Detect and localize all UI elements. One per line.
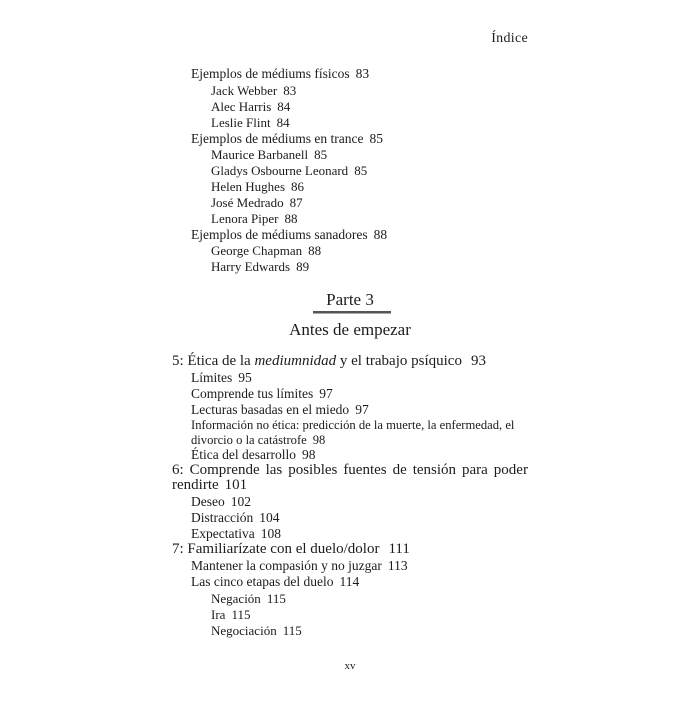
toc-entry [191,227,387,243]
chapter-heading [172,541,410,557]
toc-entry-page: 97 [319,386,333,401]
toc-entry [191,417,514,433]
toc-entry-continuation [191,432,325,448]
toc-entry [211,99,290,115]
chapter-page: 111 [388,541,410,557]
chapter-title-word: posibles [288,462,338,478]
toc-entry-title: Negación [211,591,261,606]
toc-entry [211,259,309,275]
toc-entry [191,574,359,590]
chapter-heading [172,463,528,493]
toc-entry [211,211,298,227]
toc-entry [191,447,315,463]
toc-entry [211,607,250,623]
toc-entry-page: 114 [339,574,360,589]
toc-entry-page: 97 [355,402,369,417]
chapter-title-line [172,463,528,478]
chapter-title-prefix: 5: Ética de la [172,353,255,369]
chapter-title: 7: Familiarízate con el duelo/dolor [172,541,380,557]
toc-entry [191,558,408,574]
chapter-title-line [172,478,528,493]
chapter-title-word: fuentes [343,462,387,478]
toc-entry [211,195,303,211]
toc-entry [191,370,252,386]
toc-entry [191,386,333,402]
part-title: Parte 3 [326,290,374,309]
toc-entry-title: Harry Edwards [211,259,291,274]
toc-entry-title: divorcio o la catástrofe [191,433,307,447]
toc-entry [211,115,290,131]
toc-entry-page: 85 [369,131,383,146]
toc-entry-title: José Medrado [211,195,284,210]
toc-entry-page: 113 [387,558,408,573]
toc-entry-title: Información no ética: predicción de la muerte, la enfermedad, el [191,418,515,432]
toc-entry-page: 108 [260,526,281,541]
toc-entry-title: Comprende tus límites [191,386,314,401]
toc-entry [211,623,302,639]
chapter-title-word: de [392,462,407,478]
toc-entry-title: Lecturas basadas en el miedo [191,402,350,417]
toc-entry-page: 95 [238,370,252,385]
chapter-title-word: para [462,462,488,478]
part-subtitle: Antes de empezar [289,320,411,339]
chapter-title-suffix: y el trabajo psíquico [336,353,462,369]
toc-entry-page: 98 [301,447,316,462]
toc-entry [211,591,286,607]
toc-entry-page: 89 [296,259,310,274]
toc-entry-page: 88 [373,227,388,242]
chapter-page: 101 [224,477,248,493]
chapter-title-word: 6: [172,462,184,478]
toc-entry-page: 83 [283,83,297,98]
toc-entry-title: Helen Hughes [211,179,286,194]
toc-entry-title: Leslie Flint [211,115,271,130]
toc-entry-page: 104 [259,510,280,525]
toc-entry-page: 115 [231,607,251,622]
toc-entry-title: Maurice Barbanell [211,147,309,162]
toc-entry [211,179,304,195]
toc-entry-page: 85 [314,147,328,162]
chapter-title-italic: mediumnidad [254,353,337,369]
toc-entry-page: 86 [291,179,305,194]
toc-entry-page: 87 [289,195,303,210]
chapter-title-word: tensión [412,462,457,478]
chapter-heading [172,353,486,369]
toc-entry [191,526,281,542]
toc-entry-title: Mantener la compasión y no juzgar [191,558,382,573]
toc-entry [211,147,327,163]
toc-entry-title: Ira [211,607,226,622]
toc-entry-title: George Chapman [211,243,303,258]
toc-entry-page: 84 [276,115,290,130]
toc-entry [211,163,367,179]
toc-entry [191,131,383,147]
toc-entry-title: Negociación [211,623,277,638]
chapter-page: 93 [470,353,486,369]
toc-entry-title: Ejemplos de médiums sanadores [191,227,368,242]
toc-entry-title: Gladys Osbourne Leonard [211,163,349,178]
toc-entry [211,243,321,259]
toc-entry-title: Ejemplos de médiums físicos [191,66,350,81]
chapter-title-word: rendirte [172,477,219,493]
toc-entry-page: 83 [355,66,370,81]
toc-entry [191,510,279,526]
toc-entry-page: 115 [282,623,302,638]
toc-entry [191,494,251,510]
toc-entry [191,66,369,82]
toc-entry-title: Deseo [191,494,225,509]
chapter-title-word: Comprende [189,462,260,478]
toc-entry-title: Lenora Piper [211,211,279,226]
running-header: Índice [491,31,528,46]
toc-entry-title: Límites [191,370,233,385]
toc-entry-title: Ejemplos de médiums en trance [191,131,364,146]
toc-entry-page: 88 [308,243,322,258]
toc-entry-title: Alec Harris [211,99,272,114]
part-divider [313,311,391,314]
page-number: xv [344,660,356,672]
chapter-title-word: las [265,462,283,478]
toc-entry-page: 88 [284,211,298,226]
toc-entry-title: Jack Webber [211,83,278,98]
toc-entry-page: 98 [312,433,326,447]
toc-entry-title: Distracción [191,510,254,525]
toc-entry [191,402,369,418]
toc-entry-title: Expectativa [191,526,255,541]
chapter-title-word: poder [493,462,528,478]
toc-entry [211,83,296,99]
toc-entry-page: 102 [230,494,251,509]
toc-entry-title: Ética del desarrollo [191,447,296,462]
toc-entry-page: 115 [266,591,286,606]
toc-entry-page: 85 [354,163,368,178]
toc-entry-page: 84 [277,99,291,114]
toc-entry-title: Las cinco etapas del duelo [191,574,334,589]
